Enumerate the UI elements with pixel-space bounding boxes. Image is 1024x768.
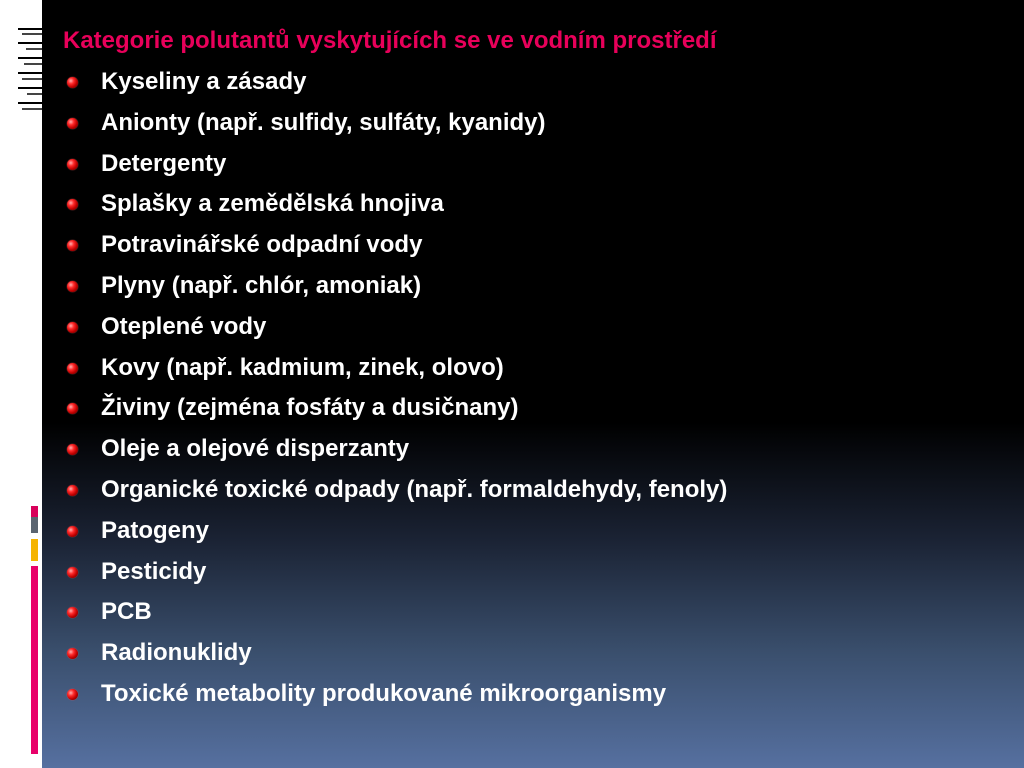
red-sphere-bullet-icon bbox=[67, 322, 78, 333]
list-item-text: Radionuklidy bbox=[101, 639, 252, 667]
red-sphere-bullet-icon bbox=[67, 363, 78, 374]
list-item bbox=[62, 103, 1002, 144]
list-item-text: Kyseliny a zásady bbox=[101, 68, 307, 95]
red-sphere-bullet-icon bbox=[67, 240, 78, 251]
slide-content bbox=[62, 22, 1002, 715]
list-item bbox=[62, 266, 1002, 307]
red-sphere-bullet-icon bbox=[67, 444, 78, 455]
red-sphere-bullet-icon bbox=[67, 485, 78, 496]
list-item bbox=[62, 633, 1002, 674]
red-sphere-bullet-icon bbox=[67, 648, 78, 659]
list-item-text: Anionty (např. sulfidy, sulfáty, kyanidy) bbox=[101, 108, 546, 136]
list-item-text: Patogeny bbox=[101, 516, 210, 544]
strip-line bbox=[18, 28, 42, 30]
strip-line bbox=[18, 102, 42, 104]
list-item-text: Organické toxické odpady (např. formaldehydy, fenoly) bbox=[101, 475, 728, 503]
list-item bbox=[62, 470, 1002, 511]
strip-line bbox=[24, 63, 42, 65]
slide-title: Kategorie polutantů vyskytujících se ve vodním prostředí bbox=[63, 27, 717, 54]
red-sphere-bullet-icon bbox=[67, 567, 78, 578]
red-sphere-bullet-icon bbox=[67, 77, 78, 88]
pollutant-list bbox=[62, 62, 1002, 715]
strip-line bbox=[22, 78, 42, 80]
list-item-text: Splašky a zemědělská hnojiva bbox=[101, 190, 444, 218]
strip-accent-bar bbox=[31, 517, 38, 533]
list-item-text: Živiny (zejména fosfáty a dusičnany) bbox=[101, 394, 519, 422]
red-sphere-bullet-icon bbox=[67, 689, 78, 700]
list-item-text: PCB bbox=[101, 598, 152, 626]
list-item bbox=[62, 552, 1002, 593]
list-item bbox=[62, 592, 1002, 633]
strip-accent-bar bbox=[31, 539, 38, 561]
left-strip-decoration bbox=[0, 0, 42, 768]
list-item-text: Oleje a olejové disperzanty bbox=[101, 435, 410, 463]
red-sphere-bullet-icon bbox=[67, 403, 78, 414]
list-item bbox=[62, 348, 1002, 389]
list-item bbox=[62, 511, 1002, 552]
list-item-text: Pesticidy bbox=[101, 557, 207, 585]
strip-line bbox=[22, 33, 42, 35]
red-sphere-bullet-icon bbox=[67, 118, 78, 129]
red-sphere-bullet-icon bbox=[67, 159, 78, 170]
list-item-text: Kovy (např. kadmium, zinek, olovo) bbox=[101, 353, 504, 381]
list-item bbox=[62, 674, 1002, 715]
strip-line bbox=[18, 57, 42, 59]
list-item bbox=[62, 307, 1002, 348]
list-item bbox=[62, 62, 1002, 103]
red-sphere-bullet-icon bbox=[67, 526, 78, 537]
list-item bbox=[62, 388, 1002, 429]
list-item bbox=[62, 184, 1002, 225]
list-item-text: Detergenty bbox=[101, 149, 227, 177]
list-item-text: Oteplené vody bbox=[101, 312, 267, 340]
list-item bbox=[62, 144, 1002, 185]
red-sphere-bullet-icon bbox=[67, 281, 78, 292]
strip-line bbox=[18, 72, 42, 74]
strip-accent-bar bbox=[31, 566, 38, 754]
red-sphere-bullet-icon bbox=[67, 607, 78, 618]
strip-line bbox=[22, 108, 42, 110]
red-sphere-bullet-icon bbox=[67, 199, 78, 210]
strip-line bbox=[18, 87, 42, 89]
strip-line bbox=[18, 42, 42, 44]
strip-line bbox=[26, 48, 42, 50]
list-item-text: Toxické metabolity produkované mikroorganismy bbox=[101, 679, 667, 707]
list-item bbox=[62, 225, 1002, 266]
list-item-text: Plyny (např. chlór, amoniak) bbox=[101, 271, 422, 299]
list-item bbox=[62, 429, 1002, 470]
list-item-text: Potravinářské odpadní vody bbox=[101, 231, 423, 259]
strip-line bbox=[27, 93, 42, 95]
